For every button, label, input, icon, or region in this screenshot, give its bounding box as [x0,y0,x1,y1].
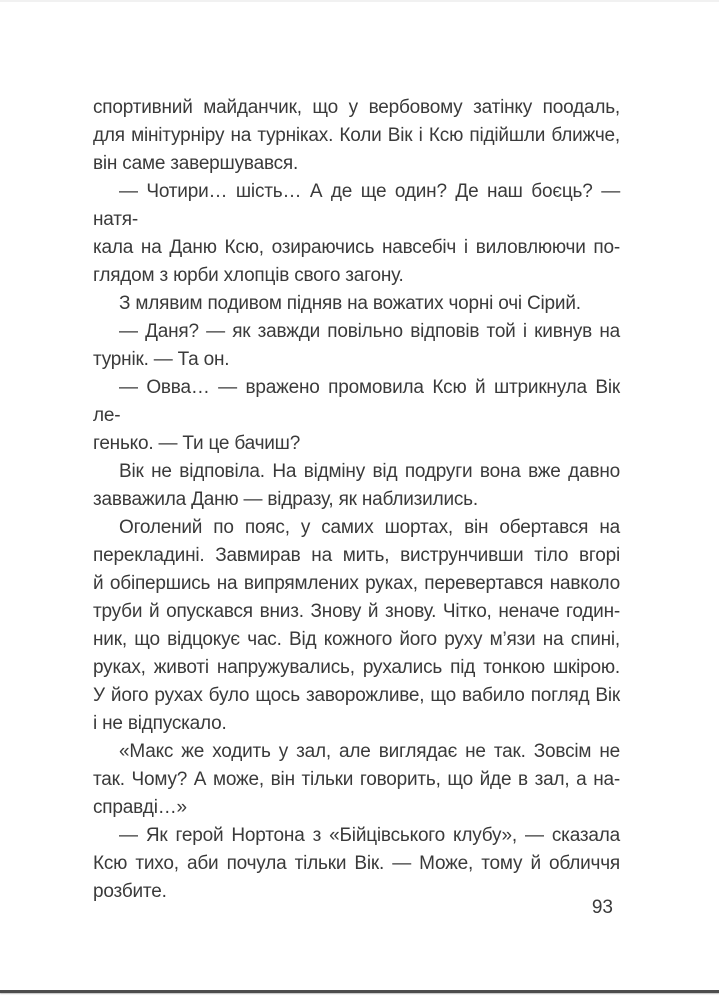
page-number: 93 [591,897,613,918]
text-line: спортивний майданчик, що у вербовому затінку поодаль, [93,97,620,118]
text-line: кала на Даню Ксю, озираючись навсебіч і виловлюючи по- [93,237,620,258]
text-line: У його рухах було щось заворожливе, що вабило погляд Вік [93,685,620,706]
text-line: глядом з юрби хлопців свого загону. [93,265,404,286]
text-line: — Чотири… шість… А де ще один? Де наш боєць? — натя- [93,181,620,230]
text-line: розбите. [93,881,167,902]
text-line: Ксю тихо, аби почула тільки Вік. — Може, тому й обличчя [93,853,620,874]
text-line: й обіпершись на випрямлених руках, перевертався навколо [93,573,620,594]
text-line: Вік не відповіла. На відміну від подруги вона вже давно [119,461,620,482]
text-line: «Макс же ходить у зал, але виглядає не так. Зовсім не [119,741,620,762]
text-line: завважила Даню — відразу, як наблизились. [93,489,478,510]
text-line: — Овва… — вражено промовила Ксю й штрикнула Вік ле- [93,377,620,426]
text-line: Оголений по пояс, у самих шортах, він обертався на [119,517,620,538]
text-line: руках, животі напружувались, рухались під тонкою шкірою. [93,657,620,678]
text-line: перекладині. Завмирав на мить, виструнчивши тіло вгорі [93,545,620,566]
text-line: і не відпускало. [93,713,227,734]
page-top-edge [0,0,719,2]
text-line: — Як герой Нортона з «Бійцівського клубу», — сказала [119,825,620,846]
text-line: генько. — Ти це бачиш? [93,433,301,454]
text-line: турнік. — Та он. [93,349,230,370]
text-line: він саме завершувався. [93,153,299,174]
text-line: справді…» [93,797,187,818]
page-bottom-rule [0,990,719,993]
text-line: ник, що відцокує час. Від кожного його руху м’язи на спині, [93,629,620,650]
text-line: труби й опускався вниз. Знову й знову. Чітко, неначе годин- [93,601,620,622]
text-line: З млявим подивом підняв на вожатих чорні очі Сірий. [119,293,581,314]
text-line: так. Чому? А може, він тільки говорить, що йде в зал, а на- [93,769,620,790]
text-line: — Даня? — як завжди повільно відповів той і кивнув на [119,321,620,342]
text-line: для мінітурніру на турніках. Коли Вік і Ксю підійшли ближче, [93,125,620,146]
body-text [93,94,620,906]
